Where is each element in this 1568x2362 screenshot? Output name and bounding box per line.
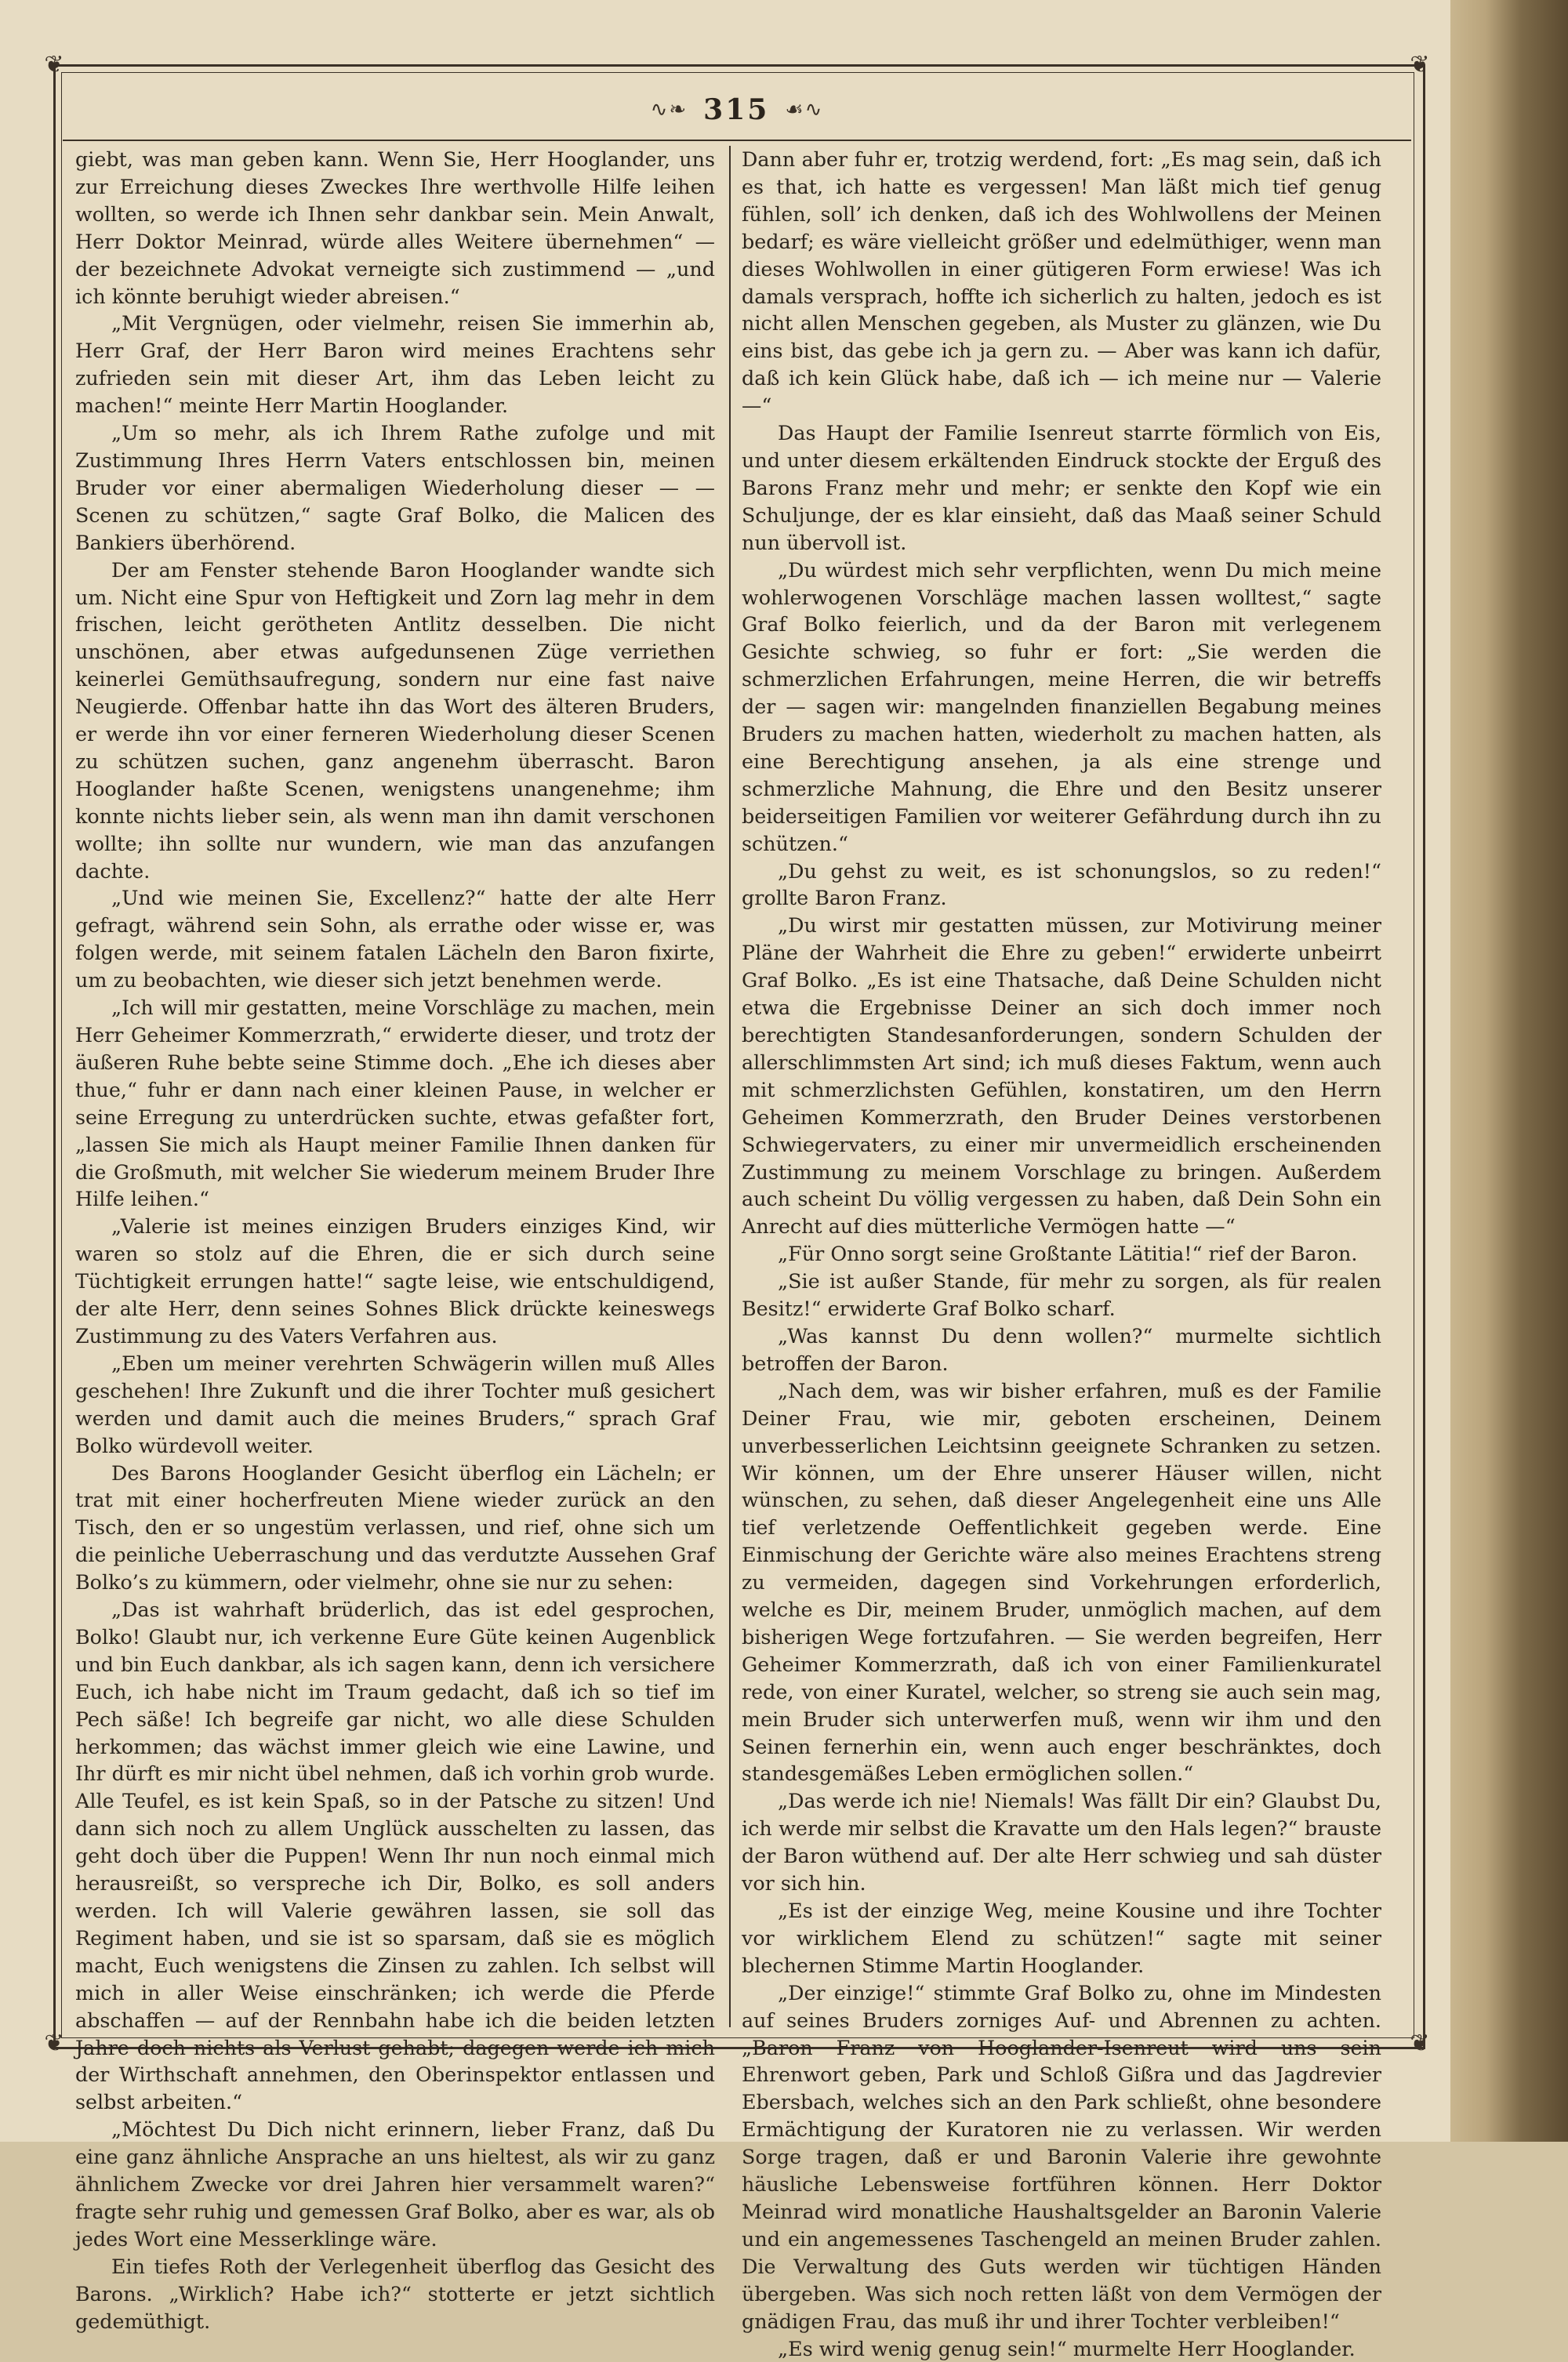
column-divider — [729, 146, 731, 2027]
paragraph: giebt, was man geben kann. Wenn Sie, Herr Hooglander, uns zur Erreichung dieses Zweckes Ihre werthvolle Hilfe leihen wollten, so werde ich Ihnen sehr dankbar sein. Mein Anwalt, Herr Doktor Meinrad, würde alles Weitere übernehmen“ — der bezeichnete Advokat verneigte sich zustimmend — „und ich könnte beruhigt wieder abreisen.“ — [75, 146, 715, 310]
left-column — [75, 146, 715, 2019]
paragraph: „Es wird wenig genug sein!“ murmelte Herr Hooglander. — [742, 2335, 1381, 2362]
paragraph: „Valerie ist meines einzigen Bruders einziges Kind, wir waren so stolz auf die Ehren, die er sich durch seine Tüchtigkeit errungen hatte!“ sagte leise, wie entschuldigend, der alte Herr, denn seines Sohnes Blick drückte keineswegs Zustimmung zu des Vaters Verfahren aus. — [75, 1213, 715, 1350]
paragraph: Dann aber fuhr er, trotzig werdend, fort: „Es mag sein, daß ich es that, ich hatte es vergessen! Man läßt mich tief genug fühlen, soll’ ich denken, daß ich des Wohlwollens der Meinen bedarf; es wäre vielleicht größer und edelmüthiger, wenn man dieses Wohlwollen in einer gütigeren Form erwiese! Was ich damals versprach, hoffte ich sicherlich zu halten, jedoch es ist nicht allen Menschen gegeben, als Muster zu glänzen, wie Du eins bist, das gebe ich ja gern zu. — Aber was kann ich dafür, daß ich kein Glück habe, daß ich — ich meine nur — Valerie —“ — [742, 146, 1381, 419]
book-binding-edge — [1450, 0, 1568, 2142]
paragraph: „Was kannst Du denn wollen?“ murmelte sichtlich betroffen der Baron. — [742, 1323, 1381, 1377]
paragraph: „Um so mehr, als ich Ihrem Rathe zufolge und mit Zustimmung Ihres Herrn Vaters entschlossen bin, meinen Bruder vor einer abermaligen Wiederholung dieser — — Scenen zu schützen,“ sagte Graf Bolko, die Malicen des Bankiers überhörend. — [75, 419, 715, 557]
corner-ornament-icon: ❦ — [41, 52, 67, 78]
corner-ornament-icon: ❦ — [1406, 2030, 1433, 2057]
paragraph: Ein tiefes Roth der Verlegenheit überflog das Gesicht des Barons. „Wirklich? Habe ich?“ stotterte er jetzt sichtlich gedemüthigt. — [75, 2253, 715, 2335]
paragraph: „Das werde ich nie! Niemals! Was fällt Dir ein? Glaubst Du, ich werde mir selbst die Kravatte um den Hals legen?“ brauste der Baron wüthend auf. Der alte Herr schwieg und sah düster vor sich hin. — [742, 1787, 1381, 1897]
paragraph: „Mit Vergnügen, oder vielmehr, reisen Sie immerhin ab, Herr Graf, der Herr Baron wird meines Erachtens sehr zufrieden sein mit dieser Art, ihm das Leben leicht zu machen!“ meinte Herr Martin Hooglander. — [75, 310, 715, 419]
paragraph: „Eben um meiner verehrten Schwägerin willen muß Alles geschehen! Ihre Zukunft und die ihrer Tochter muß gesichert werden und damit auch die meines Bruders,“ sprach Graf Bolko würdevoll weiter. — [75, 1350, 715, 1460]
corner-ornament-icon: ❦ — [41, 2030, 67, 2057]
right-column — [742, 146, 1381, 2019]
header-rule — [63, 140, 1411, 141]
paragraph: „Für Onno sorgt seine Großtante Lätitia!“ rief der Baron. — [742, 1240, 1381, 1268]
page-number: 315 — [703, 93, 769, 126]
paragraph: „Der einzige!“ stimmte Graf Bolko zu, ohne im Mindesten auf seines Bruders zorniges Auf- und Abrennen zu achten. „Baron Franz von Hooglander-Isenreut wird uns sein Ehrenwort geben, Park und Schloß Gißra und das Jagdrevier Ebersbach, welches sich an den Park schließt, ohne besondere Ermächtigung der Kuratoren nie zu verlassen. Wir werden Sorge tragen, daß er und Baronin Valerie ihre gewohnte häusliche Lebensweise fortführen können. Herr Doktor Meinrad wird monatliche Haushaltsgelder an Baronin Valerie und ein angemessenes Taschengeld an meinen Bruder zahlen. Die Verwaltung des Guts werden wir tüchtigen Händen übergeben. Was sich noch retten läßt von dem Vermögen der gnädigen Frau, das muß ihr und ihrer Tochter verbleiben!“ — [742, 1979, 1381, 2335]
paragraph: „Nach dem, was wir bisher erfahren, muß es der Familie Deiner Frau, wie mir, geboten erscheinen, Deinem unverbesserlichen Leichtsinn geeignete Schranken zu setzen. Wir können, um der Ehre unserer Häuser willen, nicht wünschen, zu sehen, daß dieser Angelegenheit eine uns Alle tief verletzende Oeffentlichkeit gegeben werde. Eine Einmischung der Gerichte wäre also meines Erachtens streng zu vermeiden, dagegen sind Vorkehrungen erforderlich, welche es Dir, meinem Bruder, unmöglich machen, auf dem bisherigen Wege fortzufahren. — Sie werden begreifen, Herr Geheimer Kommerzrath, daß ich von einer Familienkuratel rede, von einer Kuratel, welcher, so streng sie auch sein mag, mein Bruder sich unterwerfen muß, wenn wir ihm und den Seinen fernerhin ein, wenn auch enger beschränktes, doch standesgemäßes Leben ermöglichen sollen.“ — [742, 1377, 1381, 1788]
header-ornament-right-icon: ☙∿ — [785, 98, 823, 122]
paragraph: „Möchtest Du Dich nicht erinnern, lieber Franz, daß Du eine ganz ähnliche Ansprache an uns hieltest, als wir zu ganz ähnlichem Zwecke vor drei Jahren hier versammelt waren?“ fragte sehr ruhig und gemessen Graf Bolko, aber es war, als ob jedes Wort eine Messerklinge wäre. — [75, 2116, 715, 2253]
paragraph: „Das ist wahrhaft brüderlich, das ist edel gesprochen, Bolko! Glaubt nur, ich verkenne Eure Güte keinen Augenblick und bin Euch dankbar, als ich sagen kann, denn ich versichere Euch, ich habe nicht im Traum gedacht, daß ich so tief im Pech säße! Ich begreife gar nicht, wo alle diese Schulden herkommen; das wächst immer gleich wie eine Lawine, und Ihr dürft es mir nicht übel nehmen, daß ich vorhin grob wurde. Alle Teufel, es ist kein Spaß, so in der Patsche zu sitzen! Und dann sich noch zu allem Unglück ausschelten zu lassen, das geht doch über die Puppen! Wenn Ihr nun noch einmal mich herausreißt, so verspreche ich Dir, Bolko, es soll anders werden. Ich will Valerie gewähren lassen, sie soll das Regiment haben, und sie ist so sparsam, daß sie es möglich macht, Euch wenigstens die Zinsen zu zahlen. Ich selbst will mich in aller Weise einschränken; ich werde die Pferde abschaffen — auf der Rennbahn habe ich die beiden letzten Jahre doch nichts als Verlust gehabt; dagegen werde ich mich der Wirthschaft annehmen, den Oberinspektor entlassen und selbst arbeiten.“ — [75, 1596, 715, 2116]
paragraph: Der am Fenster stehende Baron Hooglander wandte sich um. Nicht eine Spur von Heftigkeit und Zorn lag mehr in dem frischen, leicht gerötheten Antlitz desselben. Die nicht unschönen, aber etwas aufgedunsenen Züge verriethen keinerlei Gemüthsaufregung, sondern nur eine fast naive Neugierde. Offenbar hatte ihn das Wort des älteren Bruders, er werde ihn vor einer ferneren Wiederholung dieser Scenen zu schützen suchen, ganz angenehm überrascht. Baron Hooglander haßte Scenen, wenigstens unangenehme; ihm konnte nichts lieber sein, als wenn man ihn damit verschonen wollte; ihn sollte nur wundern, wie man das anzufangen dachte. — [75, 557, 715, 885]
paragraph: „Du gehst zu weit, es ist schonungslos, so zu reden!“ grollte Baron Franz. — [742, 858, 1381, 913]
paragraph: „Sie ist außer Stande, für mehr zu sorgen, als für realen Besitz!“ erwiderte Graf Bolko scharf. — [742, 1268, 1381, 1323]
paragraph: „Ich will mir gestatten, meine Vorschläge zu machen, mein Herr Geheimer Kommerzrath,“ erwiderte dieser, und trotz der äußeren Ruhe bebte seine Stimme doch. „Ehe ich dieses aber thue,“ fuhr er dann nach einer kleinen Pause, in welcher er seine Erregung zu unterdrücken suchte, etwas gefaßter fort, „lassen Sie mich als Haupt meiner Familie Ihnen danken für die Großmuth, mit welcher Sie wiederum meinem Bruder Ihre Hilfe leihen.“ — [75, 994, 715, 1213]
paragraph: „Du würdest mich sehr verpflichten, wenn Du mich meine wohlerwogenen Vorschläge machen lassen wolltest,“ sagte Graf Bolko feierlich, und da der Baron mit verlegenem Gesichte schwieg, so fuhr er fort: „Sie werden die schmerzlichen Erfahrungen, meine Herren, die wir betreffs der — sagen wir: mangelnden finanziellen Begabung meines Bruders zu machen hatten, wiederholt zu machen hatten, als eine Berechtigung ansehen, ja als eine strenge und schmerzliche Mahnung, die Ehre und den Besitz unserer beiderseitigen Familien vor weiterer Gefährdung durch ihn zu schützen.“ — [742, 557, 1381, 858]
paragraph: „Du wirst mir gestatten müssen, zur Motivirung meiner Pläne der Wahrheit die Ehre zu geben!“ erwiderte unbeirrt Graf Bolko. „Es ist eine Thatsache, daß Deine Schulden nicht etwa die Ergebnisse Deiner an sich doch immer noch berechtigten Standesanforderungen, sondern Schulden der allerschlimmsten Art sind; ich muß dieses Faktum, wenn auch mit schmerzlichsten Gefühlen, konstatiren, um den Herrn Geheimen Kommerzrath, den Bruder Deines verstorbenen Schwiegervaters, zu einer mir unvermeidlich erscheinenden Zustimmung zu meinem Vorschlage zu bringen. Außerdem auch scheint Du völlig vergessen zu haben, daß Dein Sohn ein Anrecht auf dies mütterliche Vermögen hatte —“ — [742, 912, 1381, 1240]
corner-ornament-icon: ❦ — [1406, 52, 1433, 78]
header-ornament-left-icon: ∿❧ — [651, 98, 688, 122]
paragraph: „Es ist der einzige Weg, meine Kousine und ihre Tochter vor wirklichem Elend zu schützen!“ sagte mit seiner blechernen Stimme Martin Hooglander. — [742, 1897, 1381, 1979]
paragraph: „Und wie meinen Sie, Excellenz?“ hatte der alte Herr gefragt, während sein Sohn, als errathe oder wisse er, was folgen werde, mit seinem fatalen Lächeln den Baron fixirte, um zu beobachten, wie dieser sich jetzt benehmen werde. — [75, 884, 715, 994]
paragraph: Das Haupt der Familie Isenreut starrte förmlich von Eis, und unter diesem erkältenden Eindruck stockte der Erguß des Barons Franz mehr und mehr; er senkte den Kopf wie ein Schuljunge, der es klar einsieht, daß das Maaß seiner Schuld nun übervoll ist. — [742, 419, 1381, 557]
paragraph: Des Barons Hooglander Gesicht überflog ein Lächeln; er trat mit einer hocherfreuten Miene wieder zurück an den Tisch, den er so ungestüm verlassen, und rief, ohne sich um die peinliche Ueberraschung und das verdutzte Aussehen Graf Bolko’s zu kümmern, oder vielmehr, ohne sie nur zu sehen: — [75, 1460, 715, 1597]
page-header — [63, 86, 1411, 133]
